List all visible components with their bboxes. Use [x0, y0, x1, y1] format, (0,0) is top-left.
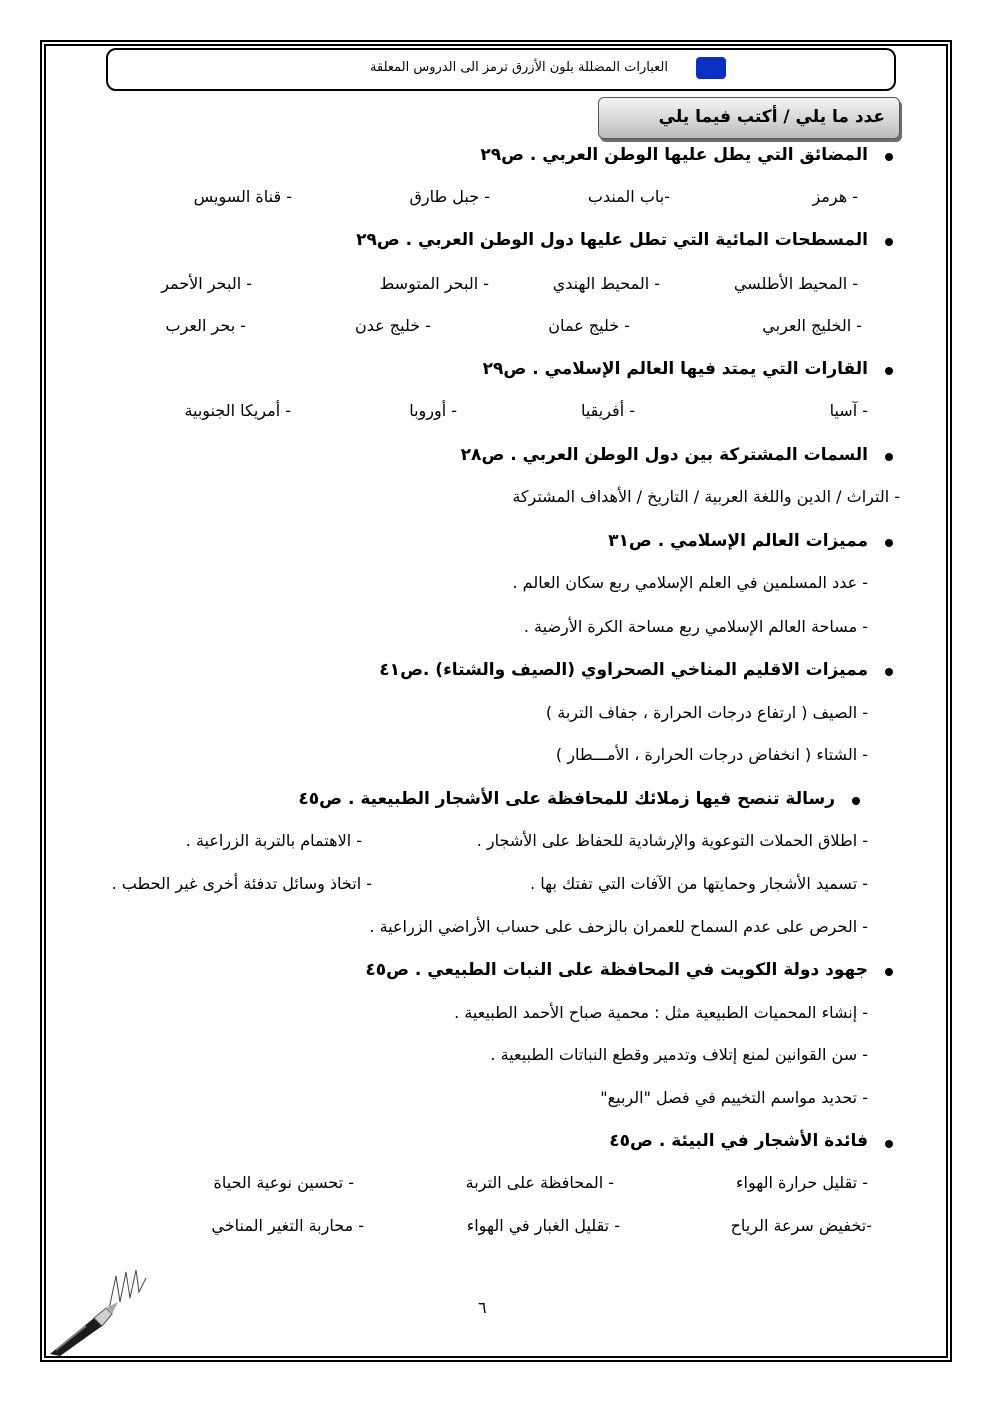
list-item: - البحر المتوسط	[379, 274, 489, 293]
heading-kuwait: جهود دولة الكويت في المحافظة على النبات الطبيعي . ص٤٥	[365, 960, 868, 980]
text-line: - الحرص على عدم السماح للعمران بالزحف على حساب الأراضي الزراعية .	[369, 917, 868, 936]
heading-continents: القارات التي يمتد فيها العالم الإسلامي . ص٢٩	[482, 359, 868, 379]
bullet-icon	[885, 668, 893, 676]
text-line: - الاهتمام بالتربة الزراعية .	[185, 831, 362, 850]
bullet-icon	[885, 539, 893, 547]
list-item: - بحر العرب	[165, 316, 246, 335]
text-line: - اطلاق الحملات التوعوية والإرشادية للحفاظ على الأشجار .	[476, 831, 868, 850]
text-line: - مساحة العالم الإسلامي ربع مساحة الكرة الأرضية .	[523, 617, 868, 636]
text-line: - الصيف ( ارتفاع درجات الحرارة ، جفاف التربة )	[545, 703, 868, 722]
list-item: - خليج عدن	[355, 316, 431, 335]
bullet-icon	[885, 238, 893, 246]
page-number: ٦	[478, 1298, 487, 1317]
bullet-icon	[885, 153, 893, 161]
heading-islamic-features: مميزات العالم الإسلامي . ص٣١	[608, 531, 868, 551]
heading-trees-benefit: فائدة الأشجار في البيئة . ص٤٥	[609, 1131, 868, 1151]
list-item: - تحسين نوعية الحياة	[213, 1173, 354, 1192]
bullet-icon	[885, 367, 893, 375]
heading-straits: المضائق التي يطل عليها الوطن العربي . ص٢٩	[480, 145, 868, 165]
list-item: - الخليج العربي	[762, 316, 862, 335]
text-line: - تسميد الأشجار وحمايتها من الآفات التي تفتك بها .	[530, 874, 868, 893]
list-item: -تخفيض سرعة الرياح	[730, 1216, 872, 1235]
text-line: - عدد المسلمين في العلم الإسلامي ربع سكان العالم .	[512, 573, 868, 592]
legend-box	[106, 48, 896, 91]
text-line: - اتخاذ وسائل تدفئة أخرى غير الحطب .	[111, 874, 372, 893]
bullet-icon	[885, 453, 893, 461]
list-item: -باب المندب	[587, 187, 670, 206]
heading-arab-features: السمات المشتركة بين دول الوطن العربي . ص٢٨	[460, 445, 868, 465]
heading-waters: المسطحات المائية التي تطل عليها دول الوطن العربي . ص٢٩	[356, 230, 868, 250]
list-item: - خليج عمان	[548, 316, 630, 335]
blue-legend-swatch	[696, 57, 726, 79]
bullet-icon	[885, 1140, 893, 1148]
text-line: - الشتاء ( انخفاض درجات الحرارة ، الأمـــطار )	[555, 745, 868, 764]
list-item: - أوروبا	[409, 401, 457, 420]
list-item: - المحيط الأطلسي	[733, 274, 858, 293]
text-line: - التراث / الدين واللغة العربية / التاريخ / الأهداف المشتركة	[512, 487, 900, 506]
heading-desert: مميزات الاقليم المناخي الصحراوي (الصيف والشتاء) .ص٤١	[379, 660, 868, 680]
list-item: - تقليل حرارة الهواء	[735, 1173, 868, 1192]
bullet-icon	[885, 968, 893, 976]
bullet-icon	[852, 797, 860, 805]
list-item: - أفريقيا	[580, 401, 635, 420]
page-title: عدد ما يلي / أكتب فيما يلي	[658, 107, 885, 127]
text-line: - تحديد مواسم التخييم في فصل "الربيع"	[600, 1088, 868, 1107]
list-item: - محاربة التغير المناخي	[211, 1216, 364, 1235]
list-item: - أمريكا الجنوبية	[184, 401, 291, 420]
page-title-box	[598, 97, 900, 139]
legend-text: العبارات المضللة بلون الأزرق ترمز الى الدروس المعلقة	[370, 60, 668, 75]
fountain-pen-icon	[46, 1268, 156, 1356]
list-item: - جبل طارق	[409, 187, 490, 206]
list-item: - قناة السويس	[193, 187, 292, 206]
list-item: - هرمز	[812, 187, 858, 206]
list-item: - آسيا	[829, 401, 868, 420]
text-line: - سن القوانين لمنع إتلاف وتدمير وقطع النباتات الطبيعية .	[490, 1045, 868, 1064]
text-line: - إنشاء المحميات الطبيعية مثل : محمية صباح الأحمد الطبيعية .	[454, 1003, 868, 1022]
list-item: - المحافظة على التربة	[465, 1173, 614, 1192]
list-item: - تقليل الغبار في الهواء	[466, 1216, 620, 1235]
list-item: - البحر الأحمر	[161, 274, 252, 293]
heading-trees-letter: رسالة تنصح فيها زملائك للمحافظة على الأشجار الطبيعية . ص٤٥	[298, 789, 835, 809]
list-item: - المحيط الهندي	[552, 274, 660, 293]
